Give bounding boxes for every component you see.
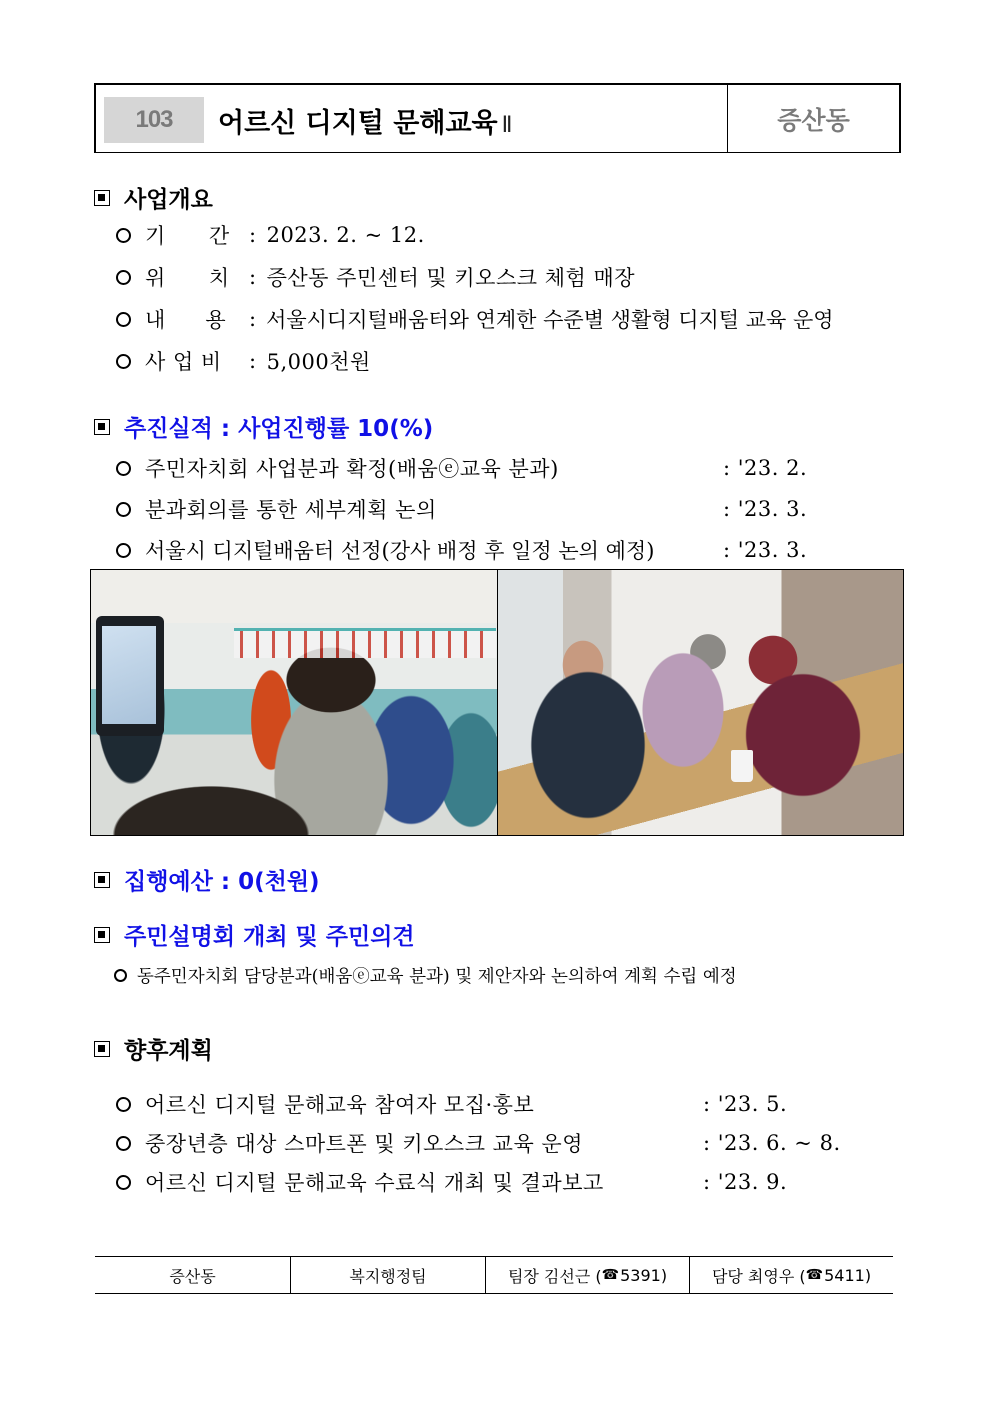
item-text: 서울시 디지털배움터 선정(강사 배정 후 일정 논의 예정) (145, 539, 655, 563)
section-title: 집행예산 : 0(천원) (124, 869, 320, 895)
menu-board (234, 628, 496, 658)
staff-phone: 5411) (824, 1265, 872, 1285)
square-bullet-icon (94, 1041, 110, 1057)
item-value: 서울시디지털배움터와 연계한 수준별 생활형 디지털 교육 운영 (266, 308, 834, 332)
plan-item (116, 1089, 876, 1119)
smartphone-class-photo (498, 570, 903, 835)
circle-bullet-icon (116, 543, 131, 558)
circle-bullet-icon (116, 461, 131, 476)
overview-item-location (116, 262, 635, 292)
circle-bullet-icon (116, 228, 131, 243)
colon: : (249, 223, 257, 247)
overview-item-content (116, 304, 834, 334)
kiosk-screen (102, 626, 156, 724)
footer-district: 증산동 (95, 1257, 291, 1293)
item-date: : '23. 9. (703, 1170, 788, 1194)
district-label: 증산동 (777, 105, 850, 135)
footer-team-leader (486, 1257, 690, 1293)
colon: : (249, 307, 257, 331)
residents-item (114, 963, 737, 988)
leader-phone: 5391) (620, 1265, 668, 1285)
photo-gallery (90, 569, 904, 836)
square-bullet-icon (94, 927, 110, 943)
circle-bullet-icon (116, 312, 131, 327)
item-label: 기 간 (145, 224, 230, 248)
item-text: 주민자치회 사업분과 확정(배움ⓔ교육 분과) (145, 457, 559, 481)
circle-bullet-icon (116, 354, 131, 369)
project-header (94, 83, 901, 153)
circle-bullet-icon (116, 1175, 131, 1190)
footer-staff (690, 1257, 893, 1293)
item-date: : '23. 6. ~ 8. (703, 1131, 841, 1155)
item-value: 2023. 2. ~ 12. (266, 223, 425, 247)
item-text: 동주민자치회 담당분과(배움ⓔ교육 분과) 및 제안자와 논의하여 계획 수립 예정 (137, 967, 737, 987)
square-bullet-icon (94, 190, 110, 206)
circle-bullet-icon (116, 502, 131, 517)
overview-item-budget (116, 346, 371, 376)
progress-item (116, 535, 876, 565)
staff-label: 담당 최영우 ( (711, 1266, 806, 1286)
square-bullet-icon (94, 872, 110, 888)
circle-bullet-icon (116, 1097, 131, 1112)
colon: : (249, 349, 257, 373)
item-text: 어르신 디지털 문해교육 수료식 개최 및 결과보고 (145, 1171, 604, 1195)
overview-item-period (116, 220, 425, 250)
item-date: : '23. 3. (723, 538, 808, 562)
plan-item (116, 1128, 896, 1158)
circle-bullet-icon (114, 969, 127, 982)
item-text: 어르신 디지털 문해교육 참여자 모집·홍보 (145, 1093, 535, 1117)
section-budget-heading (94, 863, 320, 896)
section-plan-heading (94, 1032, 213, 1065)
item-label: 사 업 비 (145, 350, 222, 374)
item-date: : '23. 5. (703, 1092, 788, 1116)
section-title: 사업개요 (124, 187, 213, 213)
paper-cup (731, 750, 753, 782)
item-text: 분과회의를 통한 세부계획 논의 (145, 498, 437, 522)
item-text: 중장년층 대상 스마트폰 및 키오스크 교육 운영 (145, 1132, 583, 1156)
section-overview-heading (94, 181, 213, 214)
item-date: : '23. 2. (723, 456, 808, 480)
leader-label: 팀장 김선근 ( (507, 1266, 602, 1286)
project-title-suffix: Ⅱ (501, 113, 513, 138)
project-title-text: 어르신 디지털 문해교육 (218, 108, 498, 139)
project-title (218, 101, 512, 140)
phone-icon: ☎ (601, 1267, 620, 1283)
colon: : (249, 265, 257, 289)
item-label: 위 치 (145, 266, 230, 290)
circle-bullet-icon (116, 1136, 131, 1151)
kiosk-practice-photo (91, 570, 498, 835)
kiosk-device (96, 616, 164, 736)
contact-footer (95, 1256, 893, 1294)
item-date: : '23. 3. (723, 497, 808, 521)
square-bullet-icon (94, 419, 110, 435)
phone-icon: ☎ (805, 1267, 824, 1283)
section-title: 주민설명회 개최 및 주민의견 (124, 924, 415, 950)
section-progress-heading (94, 410, 433, 443)
project-title-cell (96, 85, 728, 152)
circle-bullet-icon (116, 270, 131, 285)
footer-team: 복지행정팀 (291, 1257, 486, 1293)
section-residents-heading (94, 918, 415, 951)
progress-item (116, 494, 876, 524)
progress-item (116, 453, 876, 483)
item-value: 증산동 주민센터 및 키오스크 체험 매장 (266, 266, 636, 290)
section-title: 추진실적 : 사업진행률 10(%) (124, 416, 434, 442)
section-title: 향후계획 (124, 1038, 213, 1064)
item-label: 내 용 (145, 308, 226, 332)
item-value: 5,000천원 (266, 350, 371, 374)
plan-item (116, 1167, 876, 1197)
project-number: 103 (104, 97, 204, 143)
